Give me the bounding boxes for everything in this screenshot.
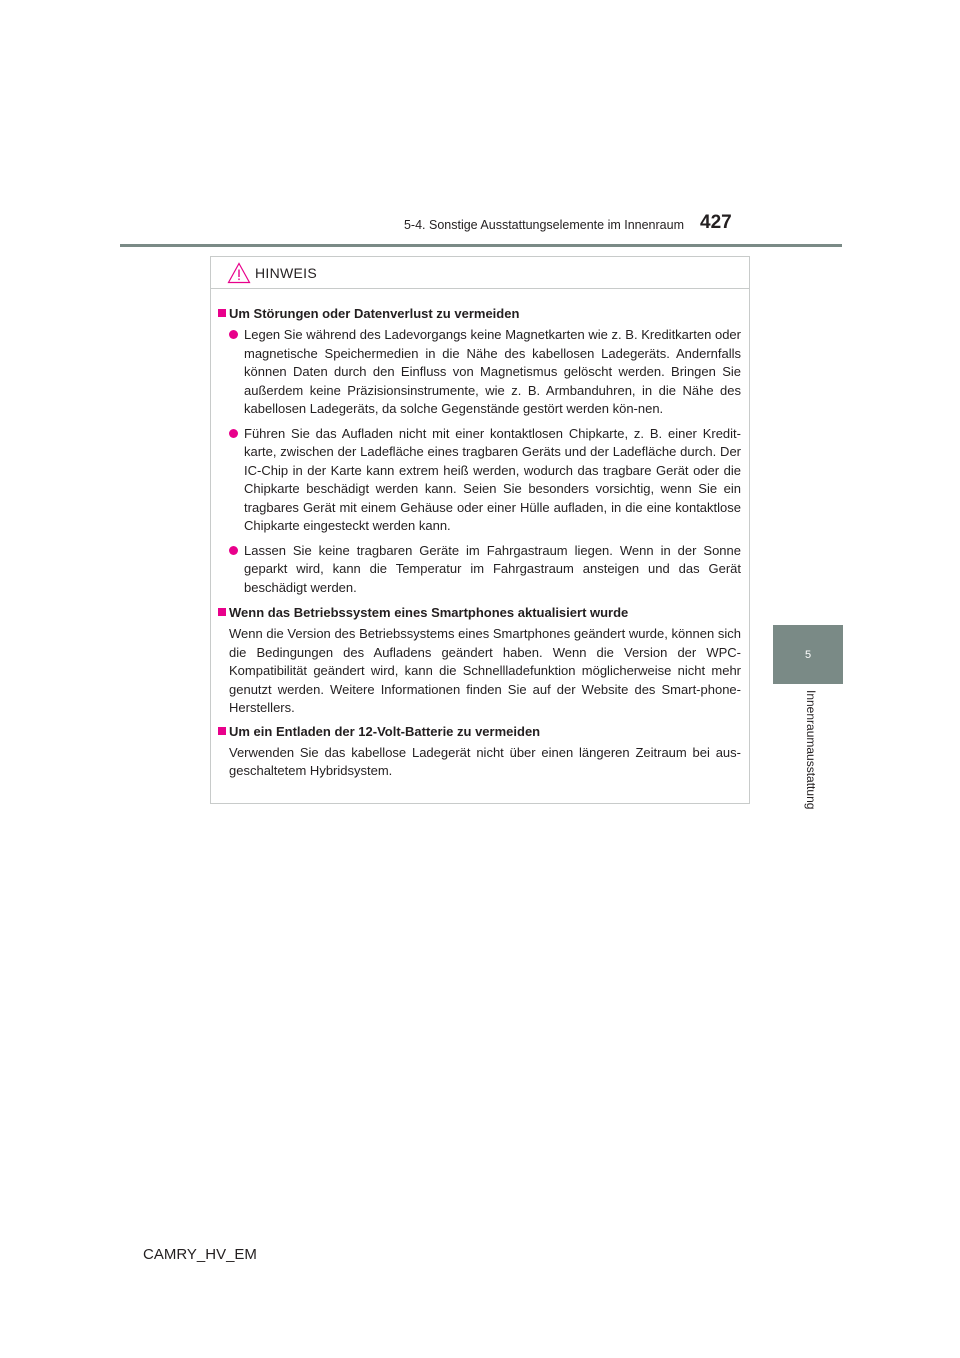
notice-title: HINWEIS: [255, 265, 317, 281]
section-heading: [218, 304, 741, 323]
section-heading: [218, 603, 741, 622]
section-paragraph: Verwenden Sie das kabellose Ladegerät nicht über einen längeren Zeitraum bei aus-geschaltetem Hybridsystem.: [229, 744, 741, 778]
notice-header: [211, 257, 749, 289]
section-heading-text: Um Störungen oder Datenverlust zu vermeiden: [229, 306, 520, 321]
list-item: [218, 425, 741, 536]
chapter-tab: [773, 625, 843, 684]
list-item-text: Legen Sie während des Ladevorgangs keine Magnetkarten wie z. B. Kreditkarten oder magnetische Speichermedien in die Nähe des kabellosen Ladegeräts. Andernfalls können Daten durch den Einfluss von Magnetismus gelöscht werden. Bringen Sie außerdem keine Präzisionsinstrumente, wie z. B. Armbanduhren, in die Nähe des kabellosen Ladegeräts, da solche Gegenstände gestört werden kön-nen.: [244, 327, 741, 416]
chapter-label: Innenraumausstattung: [804, 690, 818, 810]
chapter-number: 5: [804, 648, 812, 661]
square-bullet-icon: [218, 727, 226, 735]
list-item-text: Lassen Sie keine tragbaren Geräte im Fahrgastraum liegen. Wenn in der Sonne geparkt wird, kann die Temperatur im Fahrgastraum ansteigen und das Gerät beschädigt werden.: [244, 542, 741, 595]
circle-bullet-icon: [229, 546, 238, 555]
section-heading-text: Wenn das Betriebssystem eines Smartphones aktualisiert wurde: [229, 605, 629, 620]
list-item-text: Führen Sie das Aufladen nicht mit einer kontaktlosen Chipkarte, z. B. einer Kredit-karte, zwischen der Ladefläche eines tragbaren Geräts und der Ladefläche durch. Der IC-Chip in der Karte kann extrem heiß werden, wodurch das tragbare Gerät oder die Chipkarte beschädigt werden kann. Seien Sie besonders vorsichtig, wenn Sie ein tragbares Gerät mit einem Gehäuse oder einer Hülle aufladen, in die eine kontaktlose Chipkarte eingesteckt werden kann.: [244, 425, 741, 533]
circle-bullet-icon: [229, 429, 238, 438]
header-rule: [120, 244, 842, 247]
circle-bullet-icon: [229, 330, 238, 339]
section-paragraph: Wenn die Version des Betriebssystems eines Smartphones geändert wurde, können sich die Bedingungen des Aufladens geändert haben. Wenn die Version der WPC-Kompatibilität geändert wird, kann die Schnellladefunktion möglicherweise nicht mehr genutzt werden. Weitere Informationen finden Sie auf der Website des Smart-phone-Herstellers.: [229, 626, 741, 715]
section-heading-text: Um ein Entladen der 12-Volt-Batterie zu vermeiden: [229, 723, 541, 739]
list-item: [218, 326, 741, 419]
square-bullet-icon: [218, 608, 226, 616]
notice-body: [211, 289, 749, 781]
list-item: [218, 542, 741, 598]
warning-triangle-icon: [227, 262, 251, 284]
section-heading: [218, 722, 741, 741]
page-number: 427: [700, 212, 732, 233]
footer-model-code: CAMRY_HV_EM: [143, 1246, 257, 1263]
notice-box: [210, 256, 750, 804]
header-section-title: 5-4. Sonstige Ausstattungselemente im Innenraum: [403, 218, 684, 232]
square-bullet-icon: [218, 309, 226, 317]
